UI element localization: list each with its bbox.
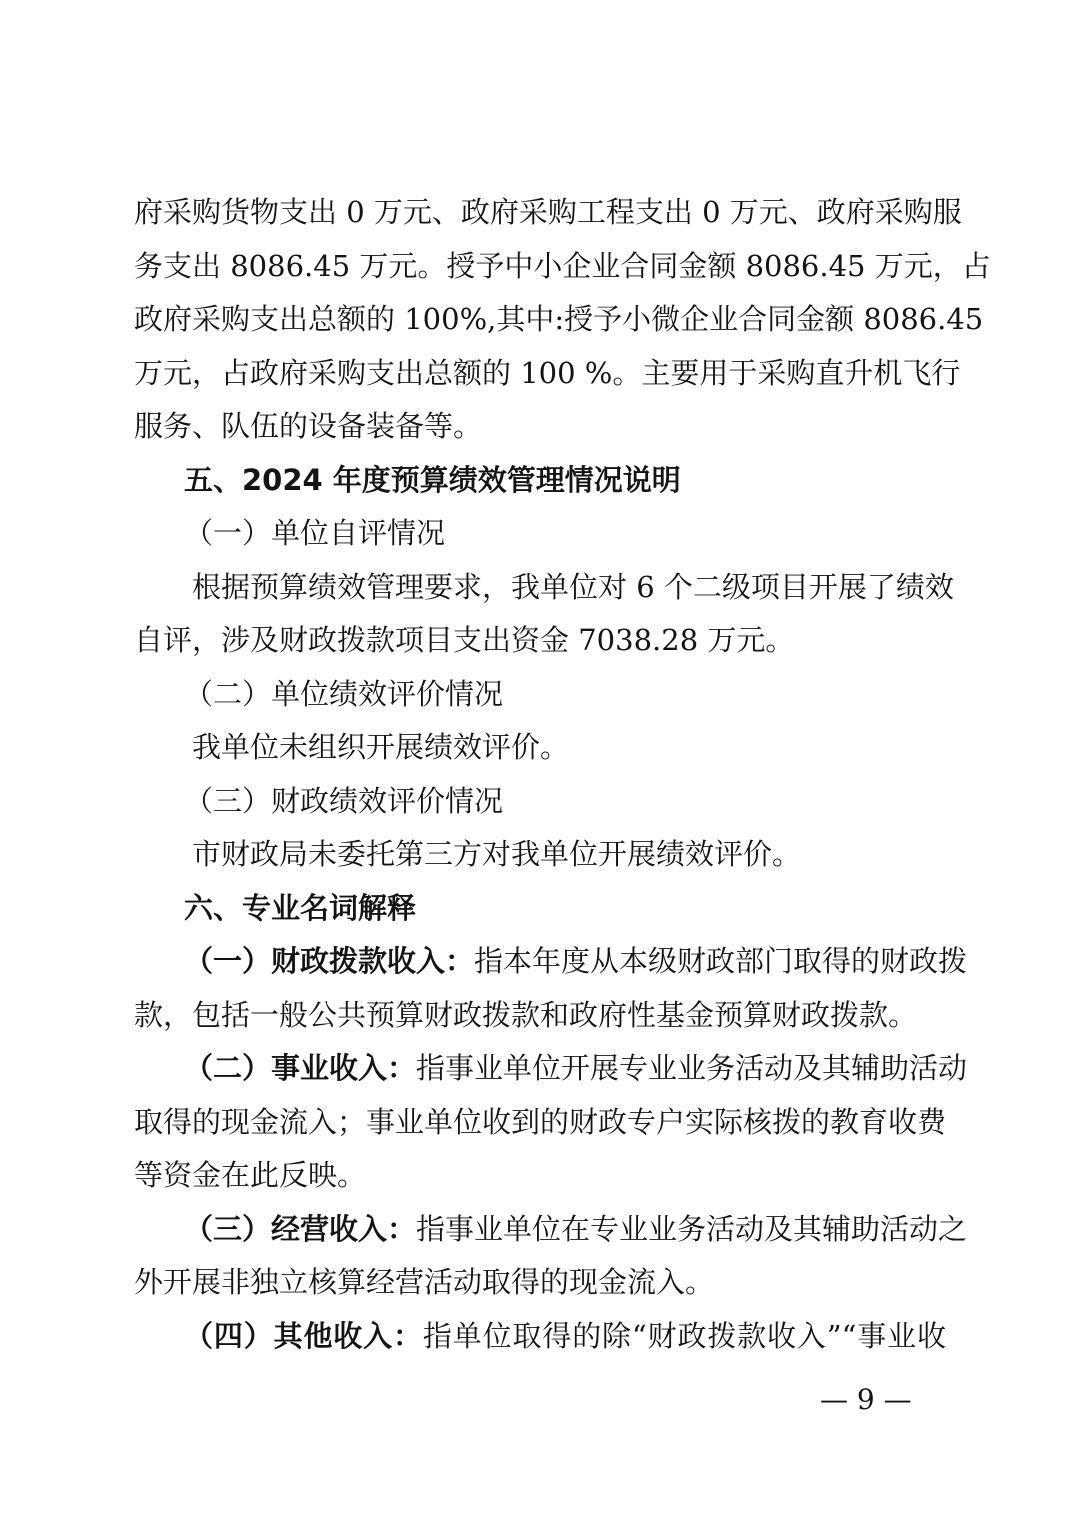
term-name: （四）其他收入：: [184, 1318, 423, 1353]
text-line: 市财政局未委托第三方对我单位开展绩效评价。: [192, 837, 802, 871]
term-definition-line: [134, 935, 968, 989]
text-line: 我单位未组织开展绩效评价。: [192, 730, 570, 764]
document-body: [134, 186, 991, 1363]
text-line: 务支出 8086.45 万元。授予中小企业合同金额 8086.45 万元，占: [134, 248, 991, 283]
text-line: 万元，占政府采购支出总额的 100 %。主要用于采购直升机飞行: [134, 355, 961, 390]
text-line: 款，包括一般公共预算财政拨款和政府性基金预算财政拨款。: [134, 997, 918, 1032]
page-number: — 9 —: [820, 1383, 912, 1416]
section-heading-6: 六、专业名词解释: [184, 890, 417, 925]
term-definition: 指事业单位在专业业务活动及其辅助活动之: [416, 1211, 968, 1246]
section-heading-5: 五、2024 年度预算绩效管理情况说明: [184, 462, 681, 497]
subsection-heading-unit-evaluation: （二）单位绩效评价情况: [184, 676, 504, 711]
term-definition: 指单位取得的除“财政拨款收入”“事业收: [422, 1318, 946, 1353]
term-name: （一）财政拨款收入：: [184, 944, 475, 978]
text-line: 自评，涉及财政拨款项目支出资金 7038.28 万元。: [134, 623, 795, 657]
text-line: 根据预算绩效管理要求，我单位对 6 个二级项目开展了绩效: [192, 569, 954, 604]
term-definition: 指事业单位开展专业业务活动及其辅助活动: [416, 1051, 968, 1085]
term-name: （二）事业收入：: [184, 1051, 417, 1085]
text-line: 外开展非独立核算经营活动取得的现金流入。: [134, 1265, 715, 1299]
term-definition: 指本年度从本级财政部门取得的财政拨: [474, 944, 968, 978]
term-definition-line: [134, 1203, 968, 1257]
text-line: 等资金在此反映。: [134, 1158, 367, 1192]
text-line: 府采购货物支出 0 万元、政府采购工程支出 0 万元、政府采购服: [134, 195, 962, 229]
text-line: 服务、队伍的设备装备等。: [134, 409, 483, 443]
term-name: （三）经营收入：: [184, 1211, 417, 1246]
term-definition-line: [134, 1042, 968, 1096]
subsection-heading-finance-evaluation: （三）财政绩效评价情况: [184, 783, 504, 818]
text-line: 取得的现金流入；事业单位收到的财政专户实际核拨的教育收费: [134, 1104, 947, 1139]
term-definition-line: [134, 1310, 946, 1364]
subsection-heading-self-evaluation: （一）单位自评情况: [184, 516, 446, 550]
text-line: 政府采购支出总额的 100%,其中:授予小微企业合同金额 8086.45: [134, 302, 984, 336]
